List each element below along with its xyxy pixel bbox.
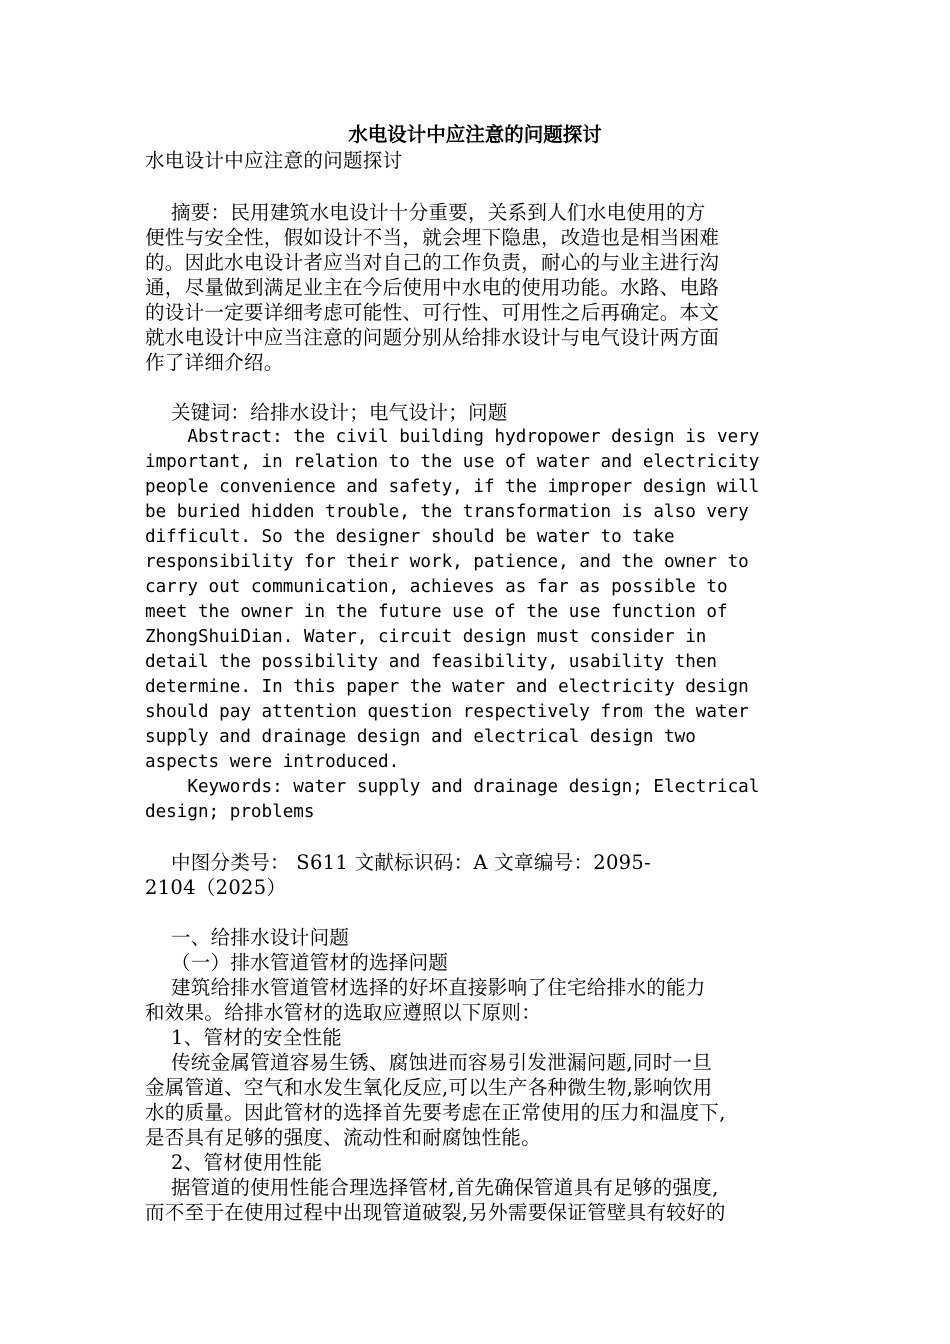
body-line: 金属管道、空气和水发生氧化反应,可以生产各种微生物,影响饮用 (145, 1076, 713, 1099)
item-heading: 1、管材的安全性能 (145, 1026, 343, 1049)
abstract-en-line: should pay attention question respectively from the water (145, 702, 749, 722)
abstract-en-line: difficult. So the designer should be water to take (145, 527, 675, 547)
abstract-en-line: important, in relation to the use of water and electricity (145, 452, 760, 472)
abstract-cn-line: 就水电设计中应当注意的问题分别从给排水设计与电气设计两方面 (145, 326, 720, 349)
body-line: 传统金属管道容易生锈、腐蚀进而容易引发泄漏问题,同时一旦 (145, 1051, 713, 1074)
body-line: 据管道的使用性能合理选择管材,首先确保管道具有足够的强度, (145, 1176, 719, 1199)
abstract-en-line: detail the possibility and feasibility, usability then (145, 652, 717, 672)
abstract-en-line: supply and drainage design and electrical design two (145, 727, 696, 747)
abstract-en-line: people convenience and safety, if the improper design will (145, 477, 760, 497)
subsection-heading: （一）排水管道管材的选择问题 (145, 951, 449, 974)
abstract-en-line: responsibility for their work, patience, and the owner to (145, 552, 749, 572)
abstract-en-line: ZhongShuiDian. Water, circuit design must consider in (145, 627, 707, 647)
abstract-cn-line: 摘要：民用建筑水电设计十分重要，关系到人们水电使用的方 (145, 201, 706, 224)
abstract-cn-line: 的。因此水电设计者应当对自己的工作负责，耐心的与业主进行沟 (145, 251, 720, 274)
body-line: 而不至于在使用过程中出现管道破裂,另外需要保证管壁具有较好的 (145, 1201, 726, 1224)
document-title: 水电设计中应注意的问题探讨 (348, 123, 602, 146)
keywords-cn: 关键词：给排水设计；电气设计；问题 (145, 401, 508, 424)
abstract-cn-line: 便性与安全性，假如设计不当，就会埋下隐患，改造也是相当困难 (145, 226, 720, 249)
body-line: 和效果。给排水管材的选取应遵照以下原则： (145, 1001, 542, 1024)
keywords-en-line: Keywords: water supply and drainage design; Electrical (145, 777, 760, 797)
abstract-cn-line: 作了详细介绍。 (145, 351, 284, 374)
body-line: 水的质量。因此管材的选择首先要考虑在正常使用的压力和温度下, (145, 1101, 726, 1124)
section-heading: 一、给排水设计问题 (145, 926, 350, 949)
abstract-cn-line: 通，尽量做到满足业主在今后使用中水电的使用功能。水路、电路 (145, 276, 720, 299)
document-subtitle: 水电设计中应注意的问题探讨 (145, 149, 403, 172)
abstract-en-line: carry out communication, achieves as far as possible to (145, 577, 728, 597)
keywords-en-line: design; problems (145, 802, 315, 822)
abstract-en-line: determine. In this paper the water and electricity design (145, 677, 749, 697)
classification-line: 中图分类号： S611 文献标识码：A 文章编号：2095- (145, 851, 651, 874)
abstract-en-line: Abstract: the civil building hydropower design is very (145, 427, 760, 447)
item-heading: 2、管材使用性能 (145, 1151, 323, 1174)
body-line: 建筑给排水管道管材选择的好坏直接影响了住宅给排水的能力 (145, 976, 706, 999)
abstract-en-line: meet the owner in the future use of the use function of (145, 602, 728, 622)
abstract-cn-line: 的设计一定要详细考虑可能性、可行性、可用性之后再确定。本文 (145, 301, 720, 324)
classification-line: 2104（2025） (145, 876, 287, 899)
abstract-en-line: aspects were introduced. (145, 752, 400, 772)
abstract-en-line: be buried hidden trouble, the transformation is also very (145, 502, 749, 522)
body-line: 是否具有足够的强度、流动性和耐腐蚀性能。 (145, 1126, 542, 1149)
